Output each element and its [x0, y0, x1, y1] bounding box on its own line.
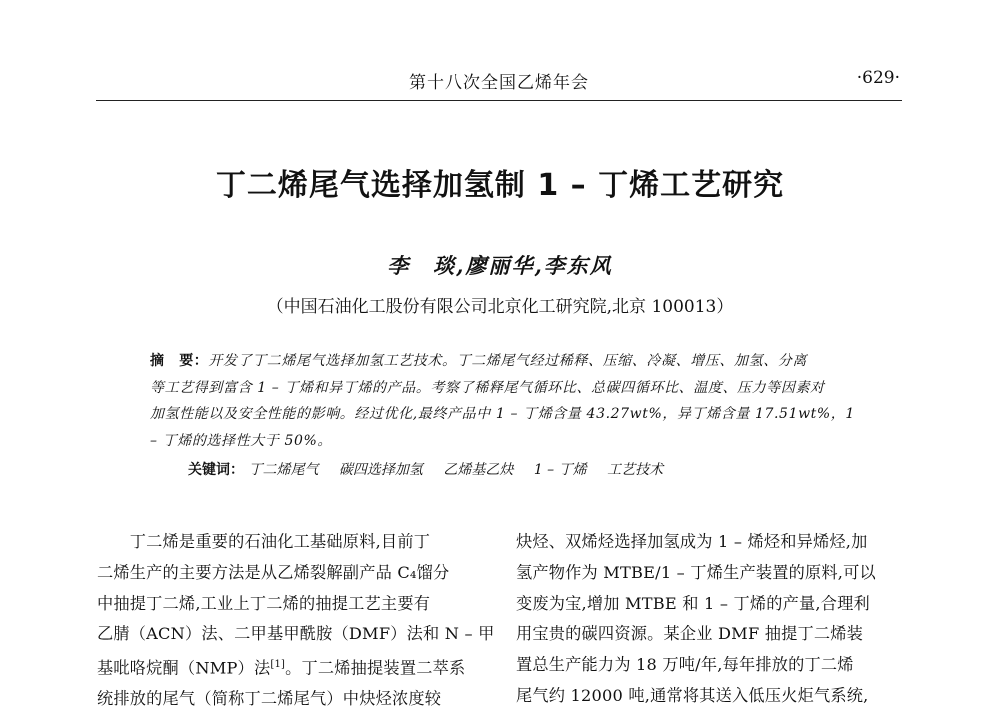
body-line: 乙腈（ACN）法、二甲基甲酰胺（DMF）法和 N – 甲 [97, 624, 495, 644]
keyword: 碳四选择加氢 [338, 462, 423, 478]
body-line: 置总生产能力为 18 万吨/年,每年排放的丁二烯 [516, 655, 854, 675]
page-number: ·629· [856, 68, 900, 88]
body-line: 统排放的尾气（简称丁二烯尾气）中炔烃浓度较 [97, 689, 442, 709]
body-column-right [516, 527, 920, 712]
author-list: 李 琰,廖丽华,李东风 [387, 253, 613, 278]
abstract-line: – 丁烯的选择性大于 50%。 [150, 432, 333, 449]
abstract-label: 摘 要： [150, 353, 209, 369]
abstract-line: 等工艺得到富含 1 – 丁烯和异丁烯的产品。考察了稀释尾气循环比、总碳四循环比、温度、压力等因素对 [150, 379, 825, 396]
keywords-label: 关键词： [188, 462, 244, 478]
body-column-left [97, 527, 501, 715]
conference-name: 第十八次全国乙烯年会 [409, 73, 589, 93]
keywords [188, 459, 679, 479]
keyword: 工艺技术 [607, 462, 664, 478]
body-line: 用宝贵的碳四资源。某企业 DMF 抽提丁二烯装 [516, 624, 864, 644]
abstract-line: 摘 要：开发了丁二烯尾气选择加氢工艺技术。丁二烯尾气经过稀释、压缩、冷凝、增压、加氢、分离 [150, 353, 808, 369]
citation-ref[interactable]: [1] [270, 659, 286, 671]
keyword: 乙烯基乙炔 [443, 462, 514, 478]
body-line: 炔烃、双烯烃选择加氢成为 1 – 烯烃和异烯烃,加 [516, 532, 868, 551]
running-header [96, 68, 902, 101]
body-line: 变废为宝,增加 MTBE 和 1 – 丁烯的产量,合理利 [516, 593, 870, 613]
body-line: 中抽提丁二烯,工业上丁二烯的抽提工艺主要有 [97, 593, 431, 613]
body-line: 尾气约 12000 吨,通常将其送入低压火炬气系统, [516, 685, 869, 705]
affiliation: （中国石油化工股份有限公司北京化工研究院,北京 100013） [266, 297, 734, 317]
abstract-line: 加氢性能以及安全性能的影响。经过优化,最终产品中 1 – 丁烯含量 43.27wt%，异丁烯含量 17.51wt%，1 [150, 406, 855, 422]
paper-title: 丁二烯尾气选择加氢制 1 – 丁烯工艺研究 [215, 168, 785, 203]
body-line: 基吡咯烷酮（NMP）法[1]。丁二烯抽提装置二萃系 [97, 658, 466, 678]
body-line: 氢产物作为 MTBE/1 – 丁烯生产装置的原料,可以 [516, 562, 876, 582]
body-line: 丁二烯是重要的石油化工基础原料,目前丁 [97, 532, 431, 551]
body-line: 二烯生产的主要方法是从乙烯裂解副产品 C₄馏分 [97, 562, 450, 582]
keyword: 丁二烯尾气 [248, 462, 319, 478]
keyword: 1 – 丁烯 [533, 462, 587, 478]
abstract [150, 348, 855, 454]
